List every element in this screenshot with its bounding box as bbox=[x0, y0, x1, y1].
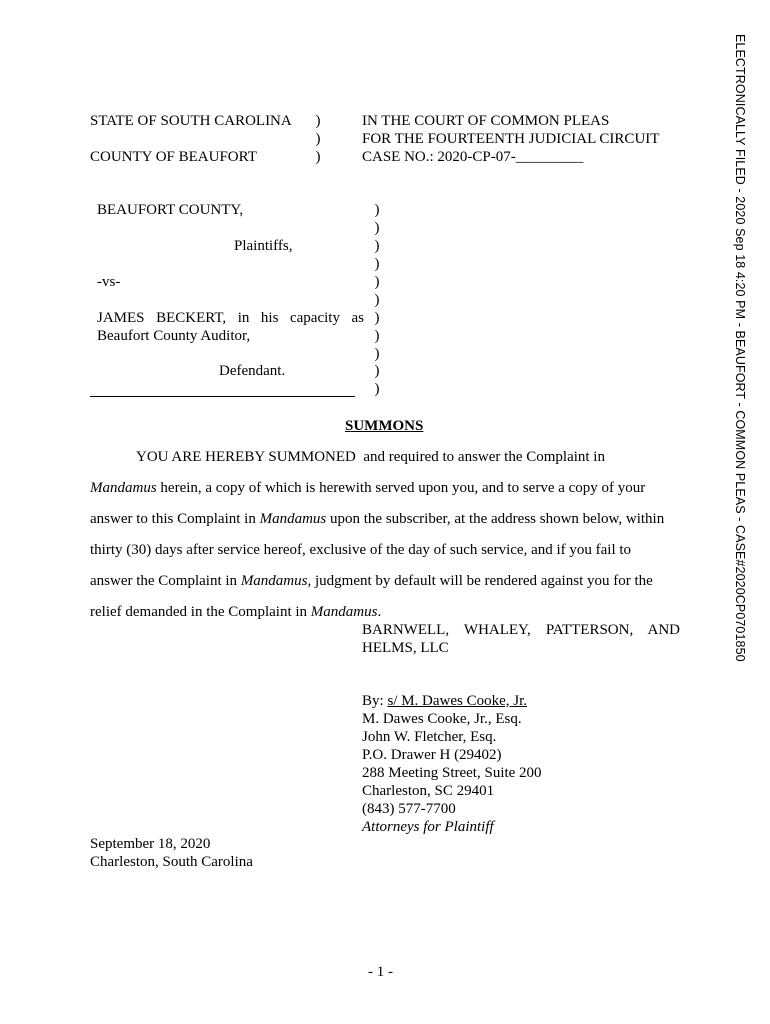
filing-place: Charleston, South Carolina bbox=[90, 854, 253, 870]
header-paren: ) bbox=[315, 149, 321, 165]
caption-paren: ) bbox=[374, 238, 380, 254]
body-line-4: thirty (30) days after service hereof, exclusive of the day of such service, and if you fail to bbox=[90, 542, 632, 558]
plaintiff-role: Plaintiffs, bbox=[234, 238, 293, 254]
caption-underline bbox=[90, 396, 355, 397]
emphasis: Mandamus bbox=[310, 604, 378, 620]
case-number: CASE NO.: 2020-CP-07-_________ bbox=[362, 149, 584, 165]
defendant-role: Defendant. bbox=[219, 363, 286, 379]
body-text: answer the Complaint in bbox=[90, 573, 241, 589]
phone-number: (843) 577-7700 bbox=[362, 801, 456, 817]
body-text: and required to answer the Complaint in bbox=[363, 449, 605, 465]
caption-paren: ) bbox=[374, 363, 380, 379]
summons-phrase: YOU ARE HEREBY SUMMONED bbox=[136, 449, 356, 465]
header-paren: ) bbox=[315, 131, 321, 147]
header-paren: ) bbox=[315, 113, 321, 129]
attorneys-for-label: Attorneys for Plaintiff bbox=[362, 819, 494, 835]
county-label: COUNTY OF BEAUFORT bbox=[90, 149, 257, 165]
defendant-name: JAMES BECKERT, in his capacity as bbox=[97, 310, 364, 326]
body-text: upon the subscriber, at the address shown below, within bbox=[326, 511, 665, 527]
emphasis: Mandamus bbox=[90, 480, 157, 496]
plaintiff-name: BEAUFORT COUNTY, bbox=[97, 202, 244, 218]
filing-date: September 18, 2020 bbox=[90, 836, 211, 852]
defendant-capacity: Beaufort County Auditor, bbox=[97, 328, 251, 344]
caption-paren: ) bbox=[374, 328, 380, 344]
caption-paren: ) bbox=[374, 310, 380, 326]
street-address: 288 Meeting Street, Suite 200 bbox=[362, 765, 542, 781]
page-number: - 1 - bbox=[368, 964, 393, 980]
court-label: IN THE COURT OF COMMON PLEAS bbox=[362, 113, 610, 129]
firm-name-line-2: HELMS, LLC bbox=[362, 640, 449, 656]
caption-paren: ) bbox=[374, 256, 380, 272]
body-text: , judgment by default will be rendered against you for the bbox=[307, 573, 653, 589]
electronic-signature: s/ M. Dawes Cooke, Jr. bbox=[387, 693, 528, 709]
emphasis: Mandamus bbox=[259, 511, 327, 527]
body-line-1 bbox=[136, 448, 605, 466]
city-state-zip: Charleston, SC 29401 bbox=[362, 783, 495, 799]
body-line-2 bbox=[90, 479, 645, 497]
attorney-name-1: M. Dawes Cooke, Jr., Esq. bbox=[362, 711, 522, 727]
body-line-6 bbox=[90, 603, 381, 621]
caption-paren: ) bbox=[374, 381, 380, 397]
firm-name-line-1: BARNWELL, WHALEY, PATTERSON, AND bbox=[362, 622, 680, 638]
caption-paren: ) bbox=[374, 346, 380, 362]
state-label: STATE OF SOUTH CAROLINA bbox=[90, 113, 292, 129]
body-text: answer to this Complaint in bbox=[90, 511, 260, 527]
caption-paren: ) bbox=[374, 274, 380, 290]
po-box: P.O. Drawer H (29402) bbox=[362, 747, 502, 763]
emphasis: Mandamus bbox=[240, 573, 308, 589]
caption-paren: ) bbox=[374, 220, 380, 236]
versus-label: -vs- bbox=[97, 274, 121, 290]
body-text: . bbox=[377, 604, 382, 620]
document-title: SUMMONS bbox=[345, 418, 424, 434]
by-label: By: bbox=[362, 693, 388, 709]
body-line-3 bbox=[90, 510, 664, 528]
circuit-label: FOR THE FOURTEENTH JUDICIAL CIRCUIT bbox=[362, 131, 660, 147]
body-line-5 bbox=[90, 572, 653, 590]
signature-line bbox=[362, 692, 633, 710]
caption-paren: ) bbox=[374, 202, 380, 218]
caption-paren: ) bbox=[374, 292, 380, 308]
attorney-name-2: John W. Fletcher, Esq. bbox=[362, 729, 497, 745]
body-text: herein, a copy of which is herewith served upon you, and to serve a copy of your bbox=[156, 480, 646, 496]
body-text: relief demanded in the Complaint in bbox=[90, 604, 311, 620]
efiling-stamp: ELECTRONICALLY FILED - 2020 Sep 18 4:20 PM - BEAUFORT - COMMON PLEAS - CASE#2020CP0701850 bbox=[733, 34, 747, 662]
